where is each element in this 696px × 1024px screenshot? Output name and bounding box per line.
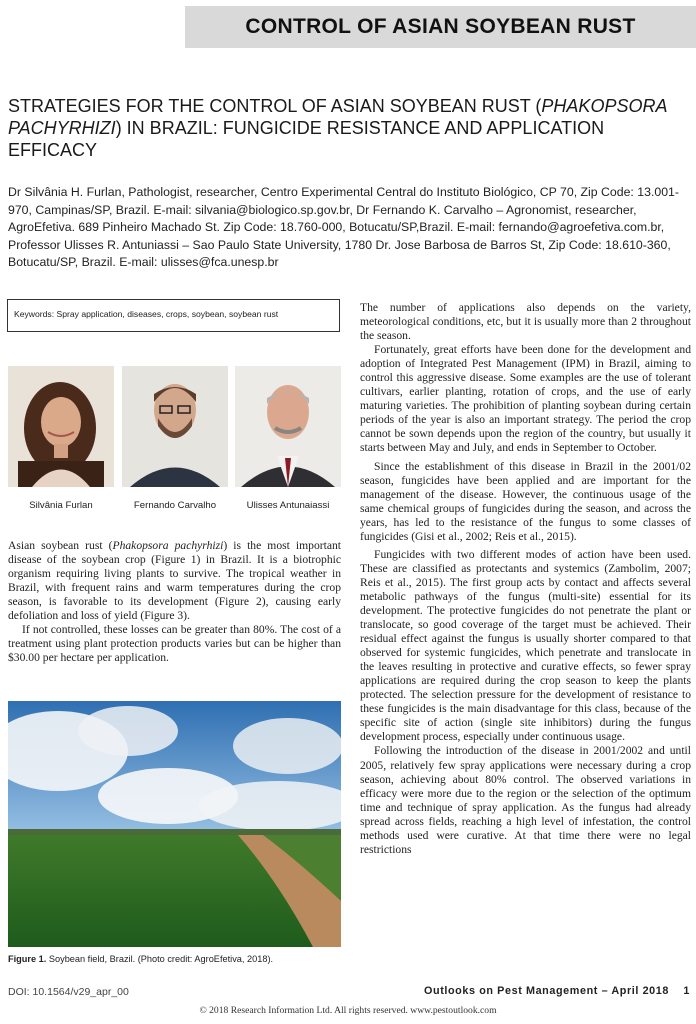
section-title: CONTROL OF ASIAN SOYBEAN RUST <box>245 15 636 38</box>
photo-caption-furlan: Silvânia Furlan <box>29 500 93 511</box>
left-column-text <box>8 539 341 665</box>
authors-affiliations: Dr Silvânia H. Furlan, Pathologist, researcher, Centro Experimental Central do Instituto Biológico, CP 70, Zip Code: 13.001-970, Campinas/SP, Brazil. E-mail: silvania@biologico.sp.gov.br, Dr Fernando K. Carvalho – Agronomist, researcher, AgroEfetiva. 689 Pinheiro Machado St. Zip Code: 18.760-000, Botucatu/SP,Brazil. E-mail: fernando@agroefetiva.com.br, Professor Ulisses R. Antuniassi – Sao Paulo State University, 1780 Dr. Jose Barbosa de Barros St, Zip Code: 18.610-360, Botucatu/SP, Brazil. E-mail: ulisses@fca.unesp.br <box>8 185 679 269</box>
photo-caption-carvalho: Fernando Carvalho <box>133 500 217 511</box>
article-title <box>8 95 688 161</box>
paragraph: Asian soybean rust (Phakopsora pachyrhizi) is the most important disease of the soybean crop (Figure 1) in Brazil. It is a biotrophic organism requiring living plants to survive. The tropical weather in Brazil, with frequent rains and warm temperatures during the crop season, is favorable to its development (Figure 2), causing early defoliation and loss of yield (Figure 3). <box>8 539 341 623</box>
paragraph: Fungicides with two different modes of action have been used. These are classified as protectants and systemics (Zambolim, 2007; Reis et al., 2015). The first group acts by contact and affects several metabolic pathways of the fungus (multi-site) essential for its development. The protective fungicides do not penetrate the plant or translocate, so good coverage of the target must be achieved. Their residual effect against the fungus is usually shorter compared to that observed for systemic fungicides, which penetrate and translocate in the leaves resulting in protective and curative effects, so fewer spray applications are required during the crop season to keep the plants protected. The selection pressure for the development of resistance to these fungicides is the main disadvantage for this class, because of the specific site of action (single site inhibitors) during the fungus development process, especially under continuous usage. <box>360 547 691 744</box>
paragraph: Since the establishment of this disease in Brazil in the 2001/02 season, fungicides have been applied and are important for the management of the disease. However, the continuous usage of the same chemical groups of fungicides during the season, and across the years, has led to the resistance of the fungus to some classes of fungicides (Gisi et al., 2002; Reis et al., 2015). <box>360 459 691 543</box>
figure-soybean-field-image <box>8 701 341 947</box>
figure-label: Figure 1. <box>8 954 47 964</box>
doi: DOI: 10.1564/v29_apr_00 <box>8 986 129 998</box>
figure-caption: Figure 1. Soybean field, Brazil. (Photo credit: AgroEfetiva, 2018). <box>8 954 274 964</box>
title-part1: STRATEGIES FOR THE CONTROL OF ASIAN SOYBEAN RUST ( <box>8 96 542 116</box>
keywords-box: Keywords: Spray application, diseases, crops, soybean, soybean rust <box>7 299 340 332</box>
author-photo-furlan <box>8 366 114 487</box>
photo-caption-antuniassi: Ulisses Antunaiassi <box>246 500 330 511</box>
paragraph: If not controlled, these losses can be greater than 80%. The cost of a treatment using plant protection products varies but can be higher than $30.00 per hectare per application. <box>8 623 341 665</box>
author-photo-carvalho <box>122 366 228 487</box>
right-column-text <box>360 301 691 857</box>
copyright: © 2018 Research Information Ltd. All rights reserved. www.pestoutlook.com <box>199 1005 497 1016</box>
paragraph: Fortunately, great efforts have been done for the development and adoption of Integrated Pest Management (IPM) in Brazil, aiming to control this aggressive disease. Some examples are the use of tolerant cultivars, earlier planting, rotation of crops, and the use of early maturing varieties. The prohibition of planting soybean during certain periods of the year is also an important strategy. The period the crop cannot be sown depends upon the region of the country, but usually it starts between May and July, and ends in September to October. <box>360 343 691 455</box>
journal-footer: Outlooks on Pest Management – April 2018 1 <box>424 985 690 997</box>
header-bar <box>185 6 696 48</box>
paragraph: Following the introduction of the disease in 2001/2002 and until 2005, relatively few spray applications were necessary during a crop season, achieving about 80% control. The observed variations in efficacy were more due to the region or the selection of the optimum time and technique of spray application. As the fungus had already spread across fields, reaching a high level of infestation, the control methods used were curative. At that time there were no legal restrictions <box>360 744 691 856</box>
title-part2: ) IN BRAZIL: FUNGICIDE RESISTANCE AND APPLICATION EFFICACY <box>8 118 605 160</box>
paragraph: The number of applications also depends on the variety, meteorological conditions, etc, but it is usually more than 2 throughout the season. <box>360 301 691 343</box>
author-photo-antuniassi <box>235 366 341 487</box>
title-italic: PHAKOPSORA PACHYRHIZI <box>8 96 667 138</box>
